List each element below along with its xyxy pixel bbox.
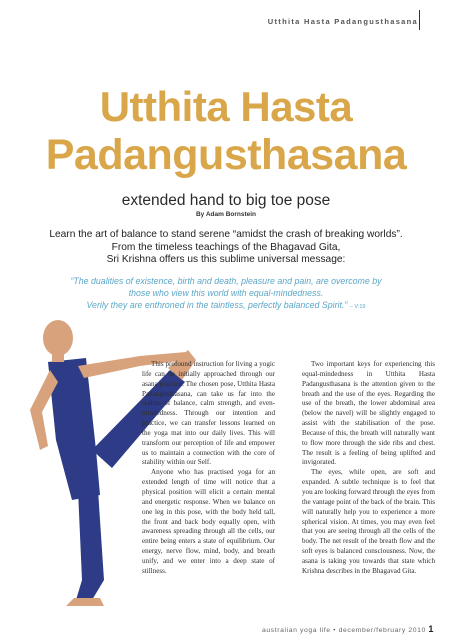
subtitle: extended hand to big toe pose [121,192,331,209]
quote-cite: – V:19 [349,304,366,310]
running-head-rule [419,10,420,30]
body-column-2 [302,360,435,577]
body-paragraph: Anyone who has practised yoga for an extended length of time will notice that a physical position will elicit a certain mental and energetic response. When we balance on one leg in this pose, with the body held tall, the front and back body equally open, with awareness spreading through all the cells, our entire being enters a state of equilibrium. Our energy, nerve flow, mind, body, and breath unify, and we enter into a deep state of stillness. [142,468,275,575]
title-line-1: Utthita Hasta [99,83,353,130]
intro-line: From the timeless teachings of the Bhagavad Gita, [111,241,341,253]
page-footer [262,624,434,634]
intro-line: Learn the art of balance to stand serene “amidst the crash of breaking worlds”. [49,229,403,240]
body-paragraph: The eyes, while open, are soft and expanded. A subtle technique is to feel that you are looking forward through the eyes from the vantage point of the back of the brain. This will naturally help you to experience a more spherical vision. At times, you may even feel that you are seeing through all the cells of the body. The net result of the breath flow and the soft eyes is balanced consciousness. Now, the asana is taking you towards that state which Krishna describes in the Bhagavad Gita. [302,468,435,575]
body-paragraph: This profound instruction for living a yogic life can be initially approached through our asana practice. The chosen pose, Utthita Hasta Padangusthasana, can take us far into the realms of balance, calm strength, and even-mindedness. Through our intention and practice, we can transfer lessons learned on the yoga mat into our daily lives. This will transform our perception of life and empower us to maintain a connection with the core of stability within our Self. [142,360,275,467]
intro [14,229,438,267]
intro-line: Sri Krishna offers us this sublime universal message: [106,254,346,266]
title-line-2: Padangusthasana [45,131,407,179]
byline: By Adam Bornstein [195,211,257,218]
body-paragraph: Two important keys for experiencing this equal-mindedness in Utthita Hasta Padangusthasana is the attention given to the breath and the use of the eyes. Regarding the use of the breath, the lower abdominal area (below the navel) will be slightly engaged to assist with the stabilisation of the pose. Because of this, the breath will naturally want to flow more through the side ribs and chest. The result is a feeling of being uplifted and invigorated. [302,360,435,467]
footer-text: australian yoga life • december/february 2010 [262,627,426,634]
body-column-1 [142,360,275,577]
running-head: Utthita Hasta Padangusthasana [267,17,418,26]
quote-line: those who view this world with equal-mindedness. [128,288,324,298]
quote-line: Verily they are enthroned in the taintless, perfectly balanced Spirit.” [86,300,348,310]
page-number: 1 [428,624,434,634]
quote-line: “The dualities of existence, birth and death, pleasure and pain, are overcome by [70,276,382,286]
